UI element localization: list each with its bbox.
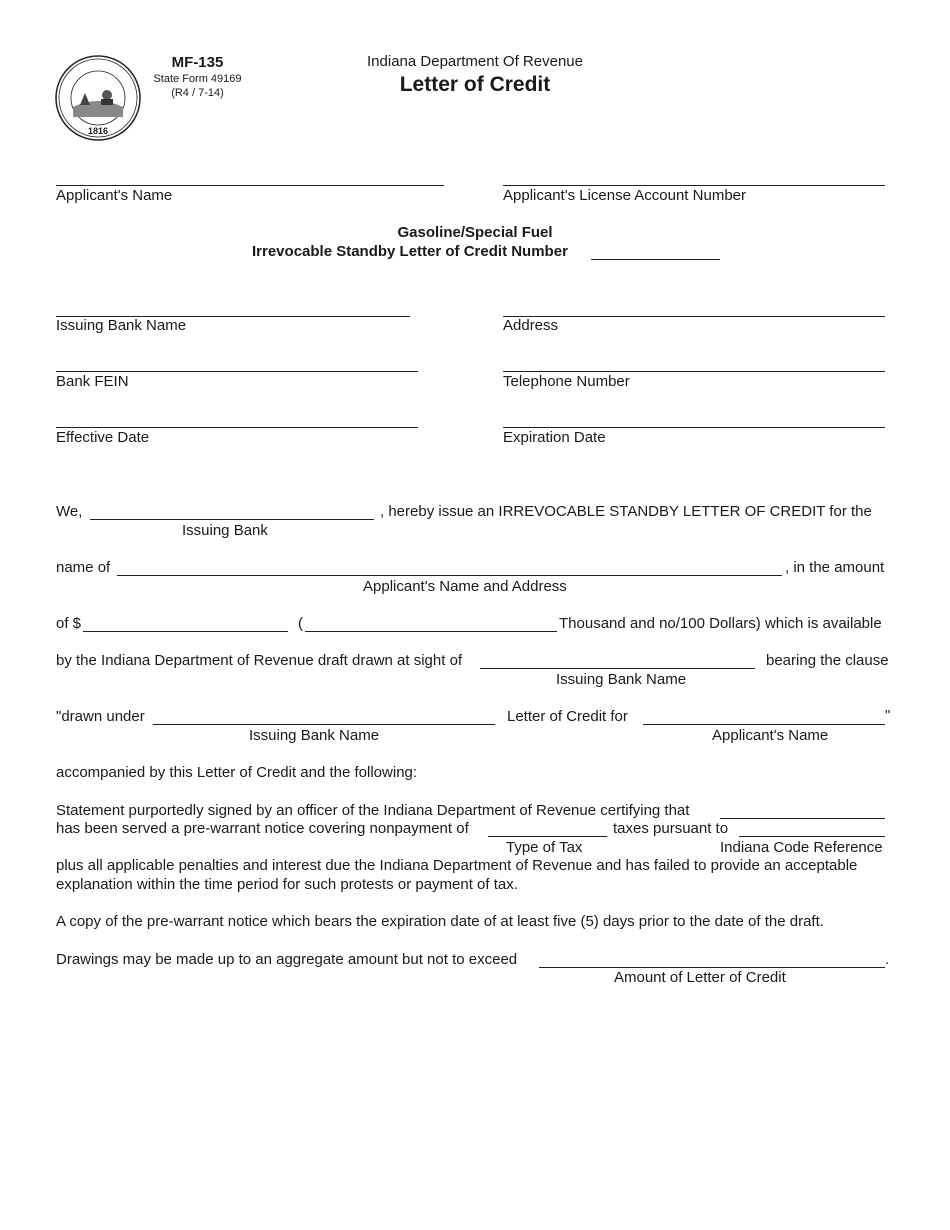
amount-words-field[interactable] <box>305 631 557 632</box>
applicant-name-address-caption: Applicant's Name and Address <box>363 578 567 595</box>
state-form-number: State Form 49169 <box>153 73 242 85</box>
drawn-under-bank-field[interactable] <box>153 724 495 725</box>
aggregate-amount-field[interactable] <box>539 967 885 968</box>
expiration-date-field[interactable] <box>503 427 885 428</box>
license-account-field[interactable] <box>503 185 885 186</box>
applicant-name-address-field[interactable] <box>117 575 782 576</box>
issuing-bank-caption: Issuing Bank <box>182 522 268 539</box>
address-label: Address <box>503 317 559 334</box>
department-name: Indiana Department Of Revenue <box>367 53 583 70</box>
drawn-under-text: "drawn under <box>56 708 145 725</box>
effective-date-label: Effective Date <box>56 429 150 446</box>
bank-fein-field[interactable] <box>56 371 418 372</box>
loc-for-text: Letter of Credit for <box>507 708 628 725</box>
loc-for-applicant-field[interactable] <box>643 724 885 725</box>
applicant-name-label: Applicant's Name <box>56 187 173 204</box>
address-field[interactable] <box>503 316 885 317</box>
code-reference-field[interactable] <box>739 836 885 837</box>
dollar-amount-field[interactable] <box>83 631 288 632</box>
section-loc-number-label: Irrevocable Standby Letter of Credit Number <box>252 243 568 260</box>
form-number: MF-135 <box>171 54 224 71</box>
seal-year: 1816 <box>87 126 109 136</box>
code-reference-caption: Indiana Code Reference <box>720 839 883 856</box>
type-of-tax-caption: Type of Tax <box>506 839 583 856</box>
sight-of-bank-field[interactable] <box>480 668 755 669</box>
amount-loc-caption: Amount of Letter of Credit <box>614 969 786 986</box>
we-text: We, <box>56 503 83 520</box>
taxes-pursuant-text: taxes pursuant to <box>613 820 729 837</box>
name-of-text: name of <box>56 559 111 576</box>
accompanied-text: accompanied by this Letter of Credit and the following: <box>56 764 418 781</box>
issuing-bank-name-caption-2: Issuing Bank Name <box>249 727 380 744</box>
period-text: . <box>885 951 890 968</box>
form-title: Letter of Credit <box>399 73 551 96</box>
issuing-bank-name-label: Issuing Bank Name <box>56 317 187 334</box>
bearing-clause-text: bearing the clause <box>766 652 889 669</box>
applicants-name-caption: Applicant's Name <box>712 727 829 744</box>
pre-warrant-copy-text: A copy of the pre-warrant notice which bears the expiration date of at least five (5) days prior to the date of the draft. <box>56 913 824 930</box>
loc-number-field[interactable] <box>591 259 720 260</box>
telephone-label: Telephone Number <box>503 373 630 390</box>
effective-date-field[interactable] <box>56 427 418 428</box>
thousand-text: Thousand and no/100 Dollars) which is available <box>559 615 882 632</box>
penalties-line-2: explanation within the time period for such protests or payment of tax. <box>56 876 518 893</box>
telephone-field[interactable] <box>503 371 885 372</box>
issuing-bank-field[interactable] <box>90 519 374 520</box>
bank-fein-label: Bank FEIN <box>56 373 129 390</box>
penalties-line-1: plus all applicable penalties and interest due the Indiana Department of Revenue and has failed to provide an acceptable <box>56 857 858 874</box>
statement-line-2: has been served a pre-warrant notice covering nonpayment of <box>56 820 469 837</box>
in-amount-text: , in the amount <box>785 559 885 576</box>
paren-open-text: ( <box>298 615 303 632</box>
applicant-name-field[interactable] <box>56 185 444 186</box>
type-of-tax-field[interactable] <box>488 836 607 837</box>
of-dollar-text: of $ <box>56 615 82 632</box>
close-quote-text: " <box>885 707 891 724</box>
form-revision: (R4 / 7-14) <box>171 87 224 99</box>
license-account-label: Applicant's License Account Number <box>503 187 746 204</box>
irrevocable-text: , hereby issue an IRREVOCABLE STANDBY LETTER OF CREDIT for the <box>380 503 872 520</box>
statement-line-1: Statement purportedly signed by an officer of the Indiana Department of Revenue certifying that <box>56 802 690 819</box>
drawings-text: Drawings may be made up to an aggregate amount but not to exceed <box>56 951 518 968</box>
issuing-bank-name-caption: Issuing Bank Name <box>556 671 687 688</box>
certifying-that-field[interactable] <box>720 818 885 819</box>
by-dor-text: by the Indiana Department of Revenue draft drawn at sight of <box>56 652 463 669</box>
expiration-date-label: Expiration Date <box>503 429 606 446</box>
section-fuel-type: Gasoline/Special Fuel <box>397 224 553 241</box>
